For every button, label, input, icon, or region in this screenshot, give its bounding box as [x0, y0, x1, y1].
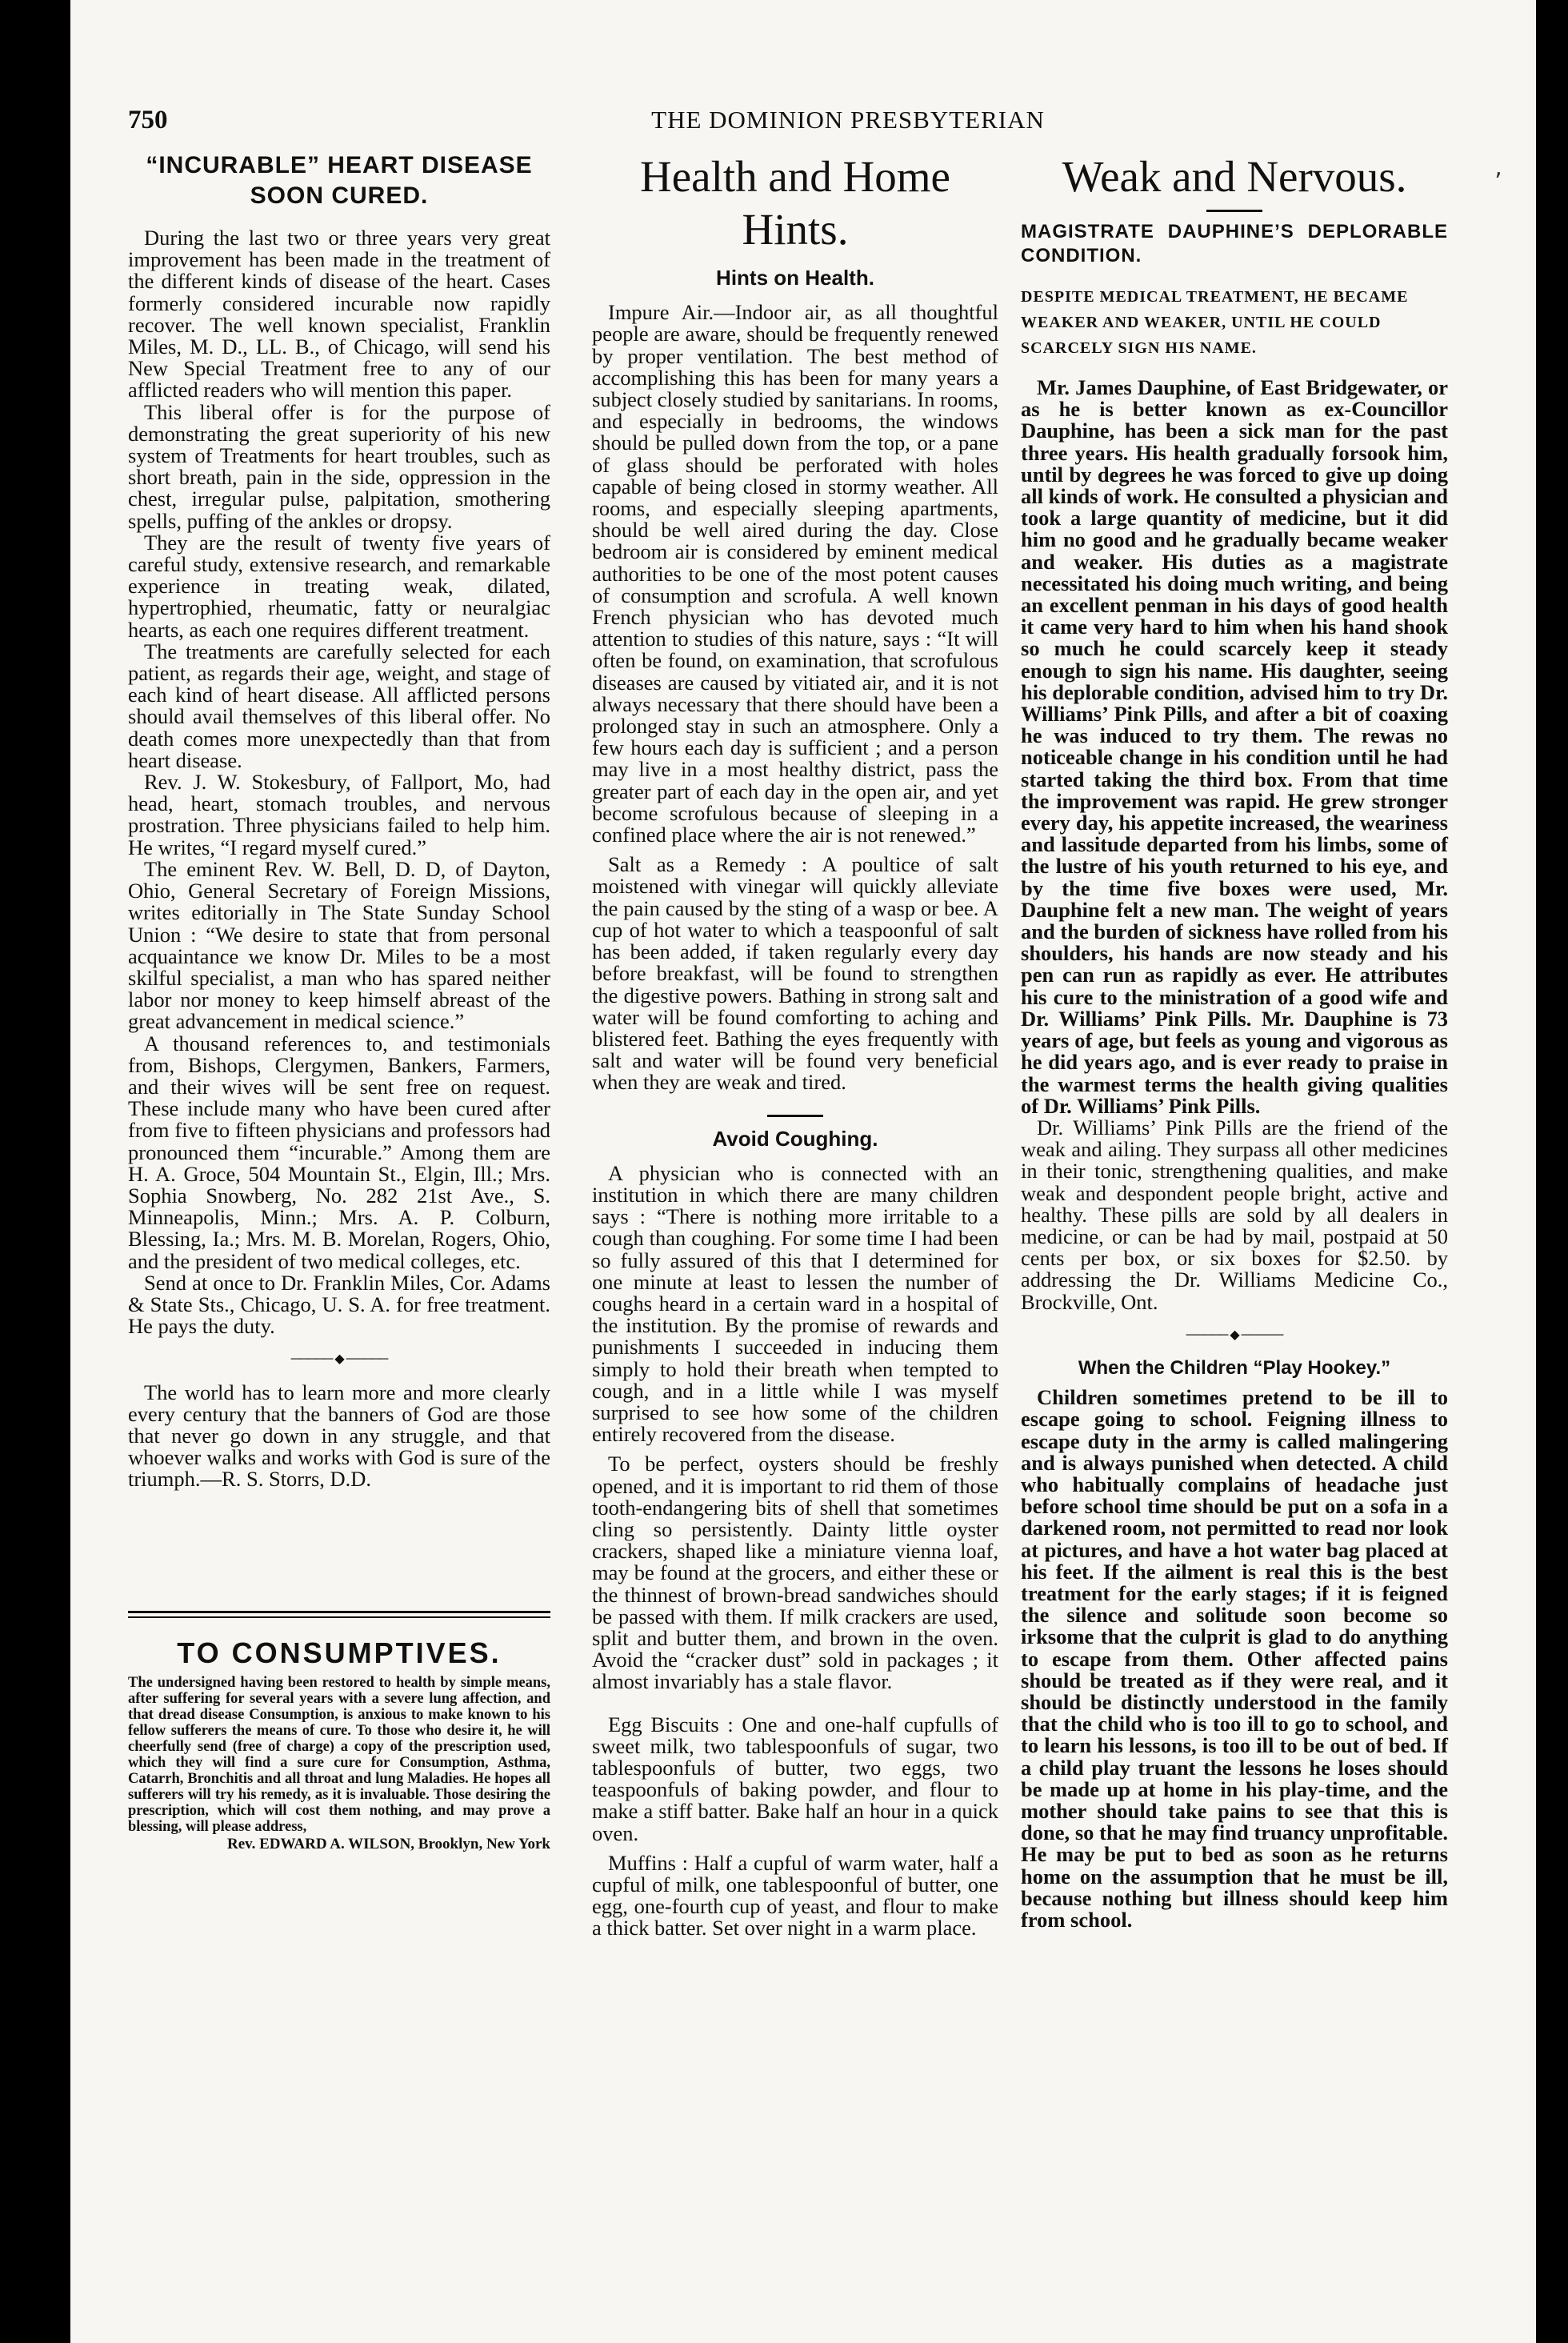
column-health-hints — [592, 150, 998, 1940]
paragraph: Mr. James Dauphine, of East Bridgewater, or as he is better known as ex-Councillor Dauphine, has been a sick man for the past three years. His health gradually forsook him, until by degrees he was forced to give up doing all kinds of work. He consulted a physician and took a large quantity of medicine, but it did him no good and he gradually became weaker and weaker. His duties as a magistrate necessitated his doing much writing, and being an excellent penman in his days of good health it came very hard to him when his hand shook so much he could scarcely keep it steady enough to sign his name. His daughter, seeing his deplorable condition, advised him to try Dr. Williams’ Pink Pills, and after a bit of coaxing he was induced to try them. The rewas no noticeable change in his condition until he had started taking the third box. From that time the improvement was rapid. He grew stronger every day, his appetite increased, the weariness and lassitude departed from his limbs, some of the lustre of his youth returned to his eye, and by the time five boxes were used, Mr. Dauphine felt a new man. The weight of years and the burden of sickness have rolled from his shoulders, his hands are now steady and his pen can run as rapidly as ever. He attributes his cure to the ministration of a good wife and Dr. Williams’ Pink Pills. Mr. Dauphine is 73 years of age, but feels as young and vigorous as he did years ago, and is ever ready to praise in the warmest terms the health giving qualities of Dr. Williams’ Pink Pills. — [1021, 375, 1448, 1118]
paragraph: During the last two or three years very great improvement has been made in the treatment of the different kinds of disease of the heart. Cases formerly considered incurable now rapidly recover. The well known specialist, Franklin Miles, M. D., LL. B., of Chicago, will send his New Special Treatment free to any of our afflicted readers who will mention this paper. — [128, 226, 550, 403]
consumptives-signature: Rev. EDWARD A. WILSON, Brooklyn, New York — [227, 1835, 550, 1852]
section-title: Health and Home Hints. — [640, 152, 950, 254]
short-rule — [1206, 210, 1262, 212]
paragraph: To be perfect, oysters should be freshly opened, and it is important to rid them of those tooth-endangering bits of shell that sometimes cling so persistently. Dainty little oyster crackers, shaped like a miniature vienna loaf, may be found at the grocers, and either these or the thinnest of brown-bread sandwiches should be passed with them. If milk crackers are used, split and butter them, and brown in the oven. Avoid the “cracker dust” sold in packages ; it almost invariably has a stale flavor. — [592, 1452, 998, 1694]
paragraph: Egg Biscuits : One and one-half cupfulls of sweet milk, two tablespoonfuls of sugar, two tablespoonfuls of butter, two eggs, two teaspoonfuls of baking powder, and flour to make a stiff batter. Bake half an hour in a quick oven. — [592, 1712, 998, 1845]
short-rule — [767, 1115, 823, 1117]
page-number: 750 — [128, 106, 168, 134]
margin-mark: ٬ — [1494, 169, 1502, 195]
paragraph: Impure Air.—Indoor air, as all thoughtful people are aware, should be frequently renewed by proper ventilation. The best method of accomplishing this has been for many years a subject closely studied by sanitarians. In rooms, and especially in bedrooms, the windows should be pulled down from the top, or a pane of glass should be perforated with holes capable of being closed in stormy weather. All rooms, and especially sleeping apartments, should be well aired during the day. Close bedroom air is considered by eminent medical authorities to be one of the most potent causes of consumption and scrofula. A well known French physician who has devoted much attention to studies of this nature, says : “It will often be found, on examination, that scrofulous diseases are caused by vitiated air, and it is not always necessary that there should have been a prolonged stay in such an atmosphere. Only a few hours each day is sufficient ; and a person may live in a most healthy district, pass the greater part of each day in the open air, and yet become scrofulous because of sleeping in a confined place where the air is not renewed.” — [592, 300, 998, 847]
paragraph: The eminent Rev. W. Bell, D. D, of Dayton, Ohio, General Secretary of Foreign Missions, writes editorially in The State Sunday School Union : “We desire to state that from personal acquaintance we know Dr. Miles to be a most skilful specialist, a man who has spared neither labor nor money to keep himself abreast of the great advancement in medical science.” — [128, 856, 550, 1034]
section-title: Weak and Nervous. — [1062, 152, 1407, 201]
paragraph: The treatments are carefully selected for each patient, as regards their age, weight, and stage of each kind of heart disease. All afflicted persons should avail themselves of this liberal offer. No death comes more unexpectedly than that from heart disease. — [128, 639, 550, 772]
paragraph: Muffins : Half a cupful of warm water, half a cupful of milk, one tablespoonful of butter, one egg, one-fourth cup of yeast, and flour to make a thick batter. Set over night in a warm place. — [592, 1850, 998, 1940]
paragraph: Children sometimes pretend to be ill to escape going to school. Feigning illness to escape duty in the army is called malingering and is always punished when detected. A child who habitually complains of headache just before school time should be put on a sofa in a darkened room, not permitted to read nor look at pictures, and have a hot water bag placed at his feet. If the ailment is real this is the best treatment for the early stages; if it is feigned the silence and solitude soon become so irksome that the culprit is glad to do anything to escape from them. Other affected pains should be treated as if they were real, and it should be distinctly understood in the family that the child who is too ill to go to school, and to learn his lessons, is too ill to be out of bed. If a child play truant the lessons he loses should be made up at home in his play-time, and the mother should take pains to see that this is done, so that he may find truancy unprofitable. He may be put to bed as soon as he returns home on the assumption that he must be ill, because nothing but illness should keep him from school. — [1021, 1385, 1448, 1932]
double-rule — [128, 1611, 550, 1618]
column-weak-nervous — [1021, 150, 1448, 1931]
paragraph: A thousand references to, and testimonials from, Bishops, Clergymen, Bankers, Farmers, and their wives will be sent free on request. These include many who have been cured after from five to fifteen physicians and professors had pronounced them “incurable.” Among them are H. A. Groce, 504 Mountain St., Elgin, Ill.; Mrs. Sophia Snowberg, No. 282 21st Ave., S. Minneapolis, Minn.; Mrs. A. P. Colburn, Blessing, Ia.; Mrs. M. B. Morelan, Rogers, Ohio, and the president of two medical colleges, etc. — [128, 1031, 550, 1273]
consumptives-text: The undersigned having been restored to health by simple means, after suffering for several years with a severe lung affection, and that dread disease Consumption, is anxious to make known to his fellow sufferers the means of cure. To those who desire it, he will cheerfully send (free of charge) a copy of the prescription used, which they will find a sure cure for Consumption, Asthma, Catarrh, Bronchitis and all throat and lung Maladies. He hopes all sufferers will try his remedy, as it is invaluable. Those desiring the prescription, which will cost them nothing, and may prove a blessing, will please address, — [128, 1674, 550, 1835]
ornament-divider: ───── ◆ ───── — [1186, 1328, 1283, 1342]
ornament-divider: ───── ◆ ───── — [290, 1352, 388, 1367]
paragraph: Dr. Williams’ Pink Pills are the friend of the weak and ailing. They surpass all other medicines in their tonic, strengthening qualities, and make weak and despondent people bright, active and healthy. These pills are sold by all dealers in medicine, or can be had by mail, postpaid at 50 cents per box, or six boxes for $2.50. by addressing the Dr. Williams Medicine Co., Brockville, Ont. — [1021, 1115, 1448, 1314]
paragraph: A physician who is connected with an institution in which there are many children says : “There is nothing more irritable to a cough than coughing. For some time I had been so fully assured of this that I determined for one minute at least to lessen the number of coughs heard in a certain ward in a hospital of the institution. By the promise of rewards and punishments I succeeded in inducing them simply to hold their breath when tempted to cough, and in a little while I was myself surprised to see how some of the children entirely recovered from the disease. — [592, 1160, 998, 1447]
paragraph: Rev. J. W. Stokesbury, of Fallport, Mo, had head, heart, stomach troubles, and nervous prostration. Three physicians failed to help him. He writes, “I regard myself cured.” — [128, 770, 550, 859]
subsection-title: Avoid Coughing. — [712, 1126, 878, 1151]
paragraph: They are the result of twenty five years of careful study, extensive research, and remarkable experience in treating weak, dilated, hypertrophied, rheumatic, fatty or neuralgiac hearts, as each one requires different treatment. — [128, 530, 550, 642]
paragraph: Salt as a Remedy : A poultice of salt moistened with vinegar will quickly alleviate the pain caused by the sting of a wasp or bee. A cup of hot water to which a teaspoonful of salt has been added, if taken regularly every day before breakfast, will be found to strengthen the digestive powers. Bathing in strong salt and water will be found comforting to aching and blistered feet. Bathing the eyes frequently with salt and water will be found very beneficial when they are weak and tired. — [592, 852, 998, 1095]
running-title: THE DOMINION PRESBYTERIAN — [651, 106, 1045, 134]
article-title: “INCURABLE” HEART DISEASE SOON CURED. — [146, 152, 533, 209]
storrs-quote: The world has to learn more and more clearly every century that the banners of God are those that never go down in any struggle, and that whoever walks and works with God is sure of the triumph.—R. S. Storrs, D.D. — [128, 1380, 550, 1492]
article-subtitle: MAGISTRATE DAUPHINE’S DEPLORABLE CONDITION. — [1021, 221, 1448, 266]
paragraph: Send at once to Dr. Franklin Miles, Cor. Adams & State Sts., Chicago, U. S. A. for free treatment. He pays the duty. — [128, 1270, 550, 1339]
subsection-title: Hints on Health. — [716, 266, 874, 290]
subsection-title: When the Children “Play Hookey.” — [1078, 1356, 1391, 1379]
paragraph: This liberal offer is for the purpose of demonstrating the great superiority of his new system of Treatments for heart troubles, such as short breath, pain in the side, oppression in the chest, irregular pulse, palpitation, smothering spells, puffing of the ankles or dropsy. — [128, 399, 550, 533]
consumptives-title: TO CONSUMPTIVES. — [177, 1636, 502, 1669]
article-subhead: DESPITE MEDICAL TREATMENT, HE BECAME WEAKER AND WEAKER, UNTIL HE COULD SCARCELY SIGN HIS NAME. — [1021, 288, 1409, 357]
column-heart-disease — [128, 150, 550, 1852]
